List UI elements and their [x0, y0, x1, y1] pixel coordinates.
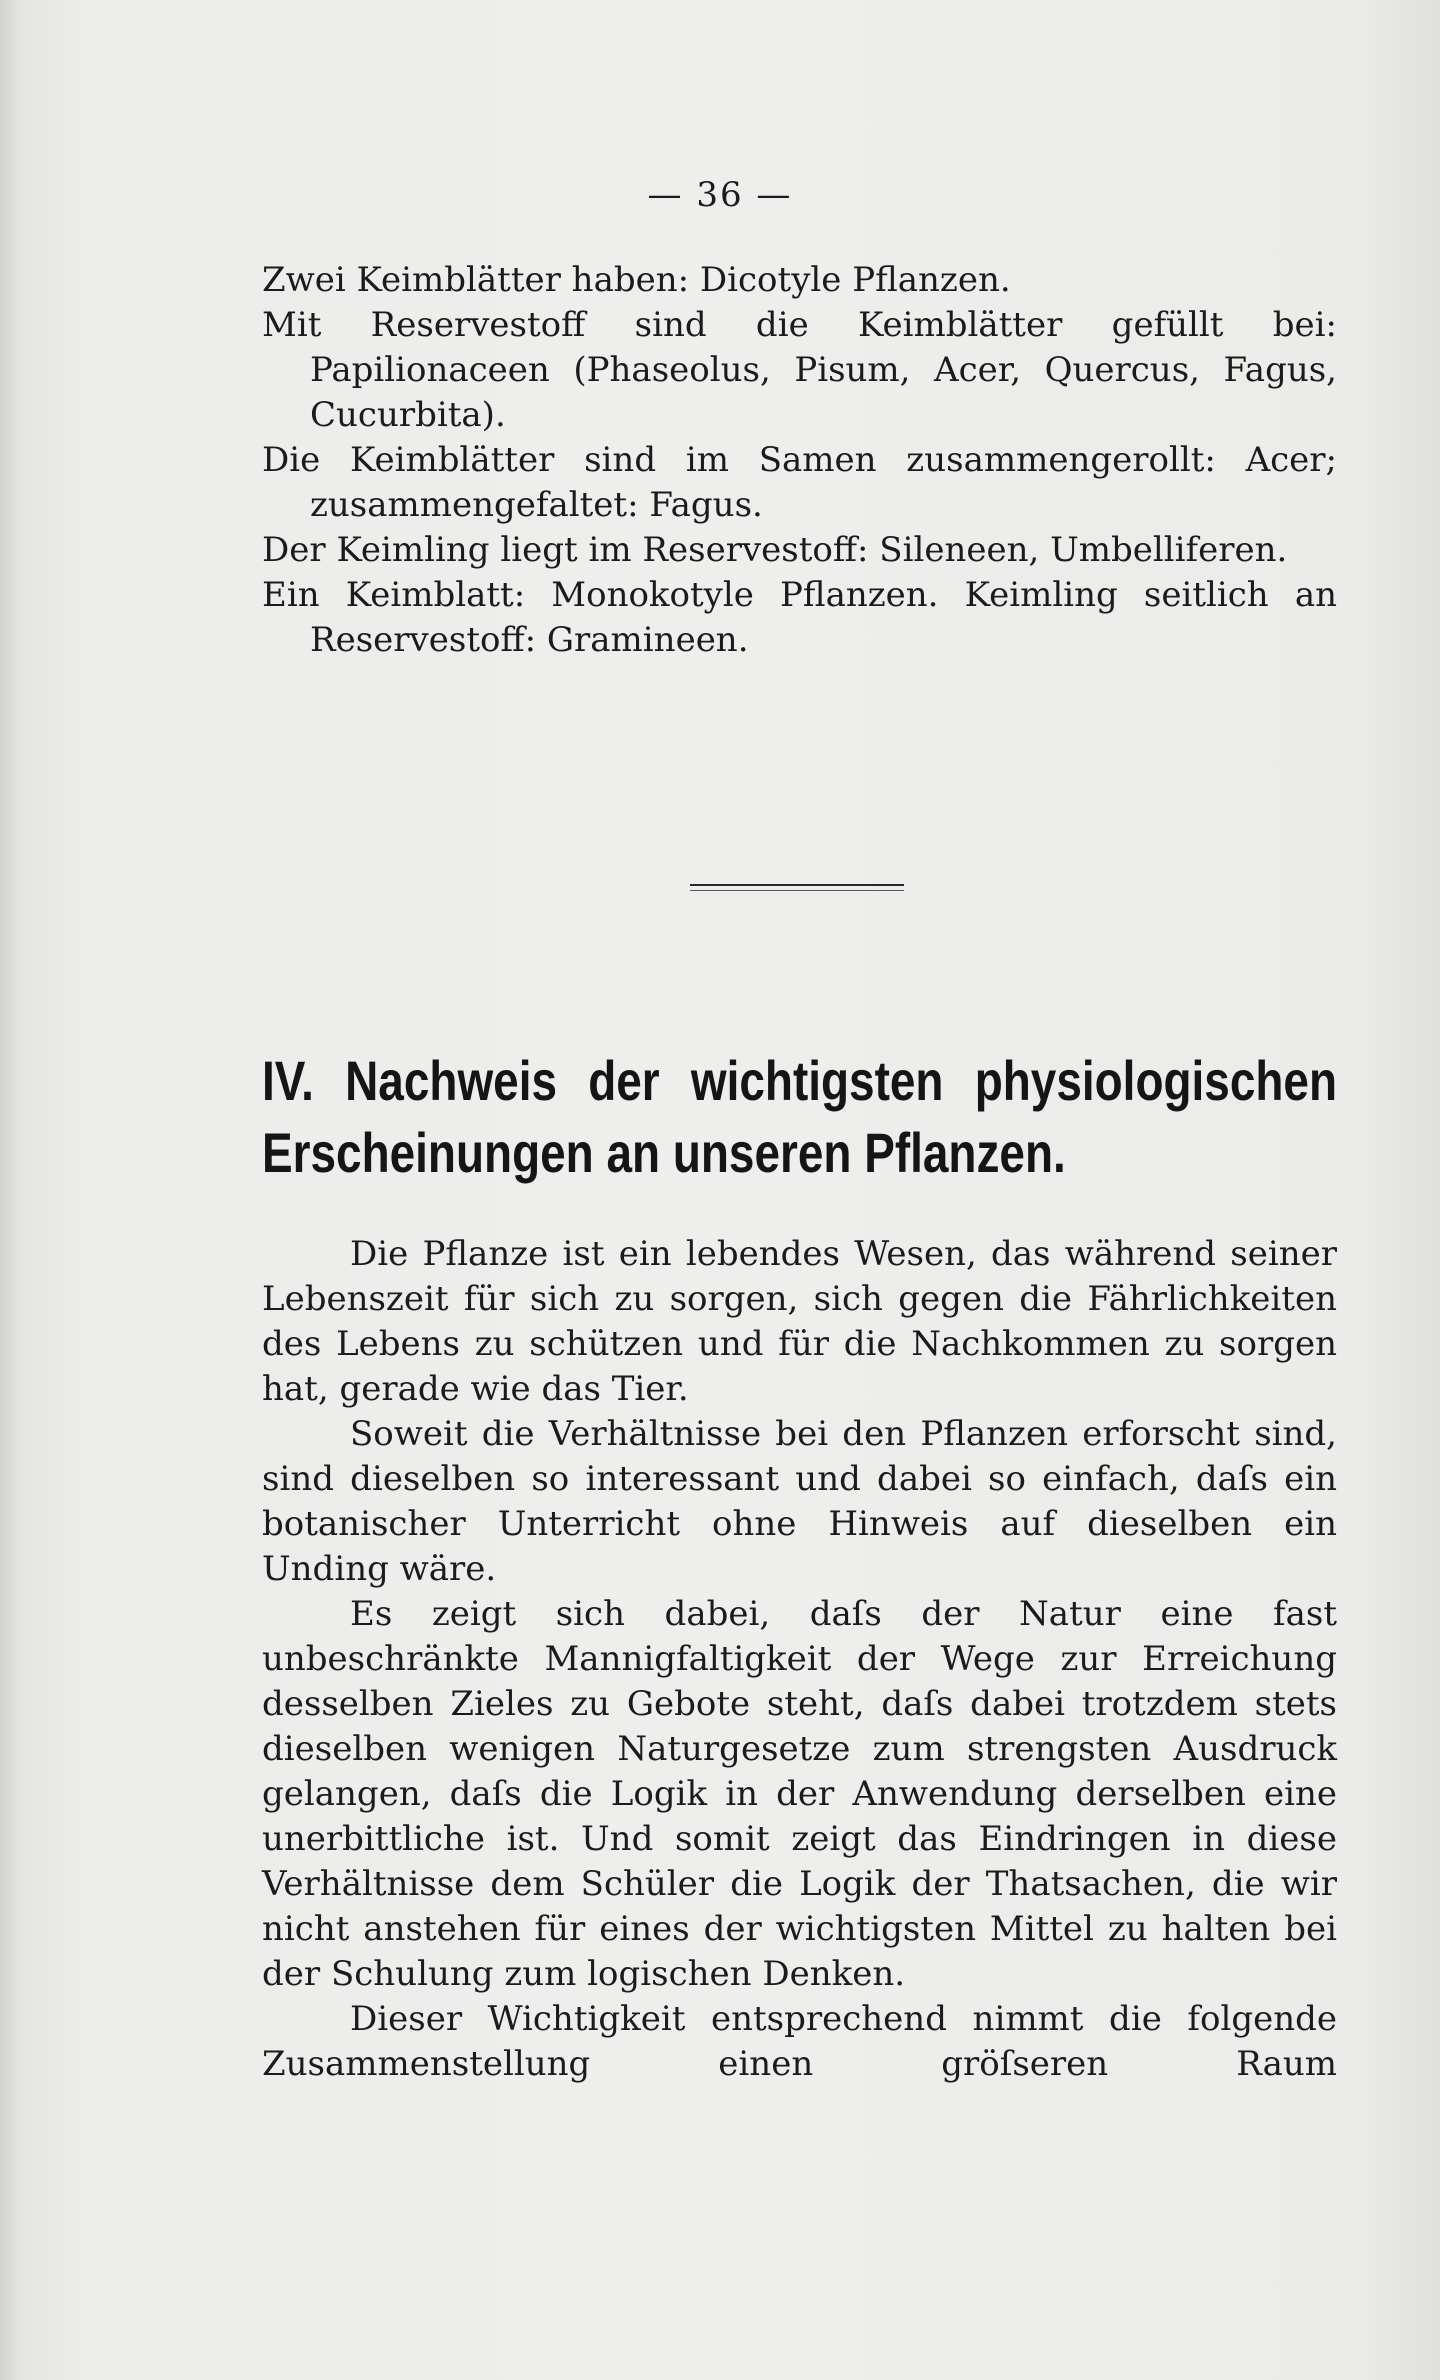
body-paragraph-1: Die Pflanze ist ein lebendes Wesen, das während seiner Lebenszeit für sich zu sorgen, sich gegen die Fährlichkeiten des Lebens zu schützen und für die Nachkommen zu sorgen hat, gerade wie das Tier. [262, 1234, 1337, 1409]
body-paragraph-4: Dieser Wichtigkeit entsprechend nimmt die folgende Zusammenstellung einen gröſseren Raum [262, 1999, 1337, 2084]
chapter-heading: IV. Nachweis der wichtigsten physiologischen Erscheinungen an unseren Pflanzen. [262, 1049, 1338, 1184]
seed-leaf-list [262, 258, 1337, 663]
body-paragraph-3: Es zeigt sich dabei, daſs der Natur eine fast unbeschränkte Mannigfaltigkeit der Wege zur Erreichung desselben Zieles zu Gebote steht, daſs dabei trotzdem stets dieselben wenigen Naturgesetze zum strengsten Ausdruck gelangen, daſs die Logik in der Anwendung derselben eine unerbittliche ist. Und somit zeigt das Eindringen in diese Verhältnisse dem Schüler die Logik der Thatsachen, die wir nicht anstehen für eines der wichtigsten Mittel zu halten bei der Schulung zum logischen Denken. [262, 1594, 1337, 1994]
list-entry-zusammengerollt: Die Keimblätter sind im Samen zusammengerollt: Acer; zusammengefaltet: Fagus. [262, 440, 1337, 525]
body-paragraph-2: Soweit die Verhältnisse bei den Pflanzen erforscht sind, sind dieselben so interessant und dabei so einfach, daſs ein botanischer Unterricht ohne Hinweis auf dieselben ein Unding wäre. [262, 1414, 1337, 1589]
list-entry-dicotyle: Zwei Keimblätter haben: Dicotyle Pflanzen. [262, 260, 1011, 300]
page-spine-shadow [0, 0, 22, 2380]
section-divider-rule-thin [690, 890, 904, 891]
list-entry-monokotyle: Ein Keimblatt: Monokotyle Pflanzen. Keimling seitlich an Reservestoff: Gramineen. [262, 575, 1337, 660]
section-divider-rule [690, 884, 904, 886]
chapter-body [262, 1232, 1337, 2087]
page-number: — 36 — [647, 175, 793, 215]
list-entry-reservestoff: Mit Reservestoff sind die Keimblätter gefüllt bei: Papilionaceen (Phaseolus, Pisum, Acer, Quercus, Fagus, Cucurbita). [262, 305, 1337, 435]
list-entry-keimling: Der Keimling liegt im Reservestoff: Sileneen, Umbelliferen. [262, 530, 1288, 570]
